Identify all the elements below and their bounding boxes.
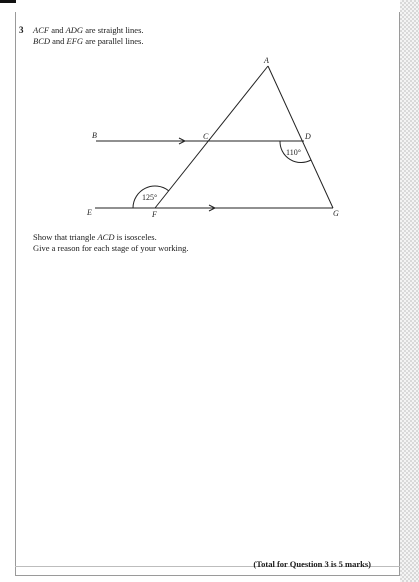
stem-line-1-part-a: ACF	[33, 25, 50, 35]
label-point-f: F	[152, 210, 157, 219]
label-point-b: B	[92, 131, 97, 140]
stem-line-2-part-b: and	[50, 36, 67, 46]
stem-line-1-part-d: are straight lines.	[83, 25, 144, 35]
task-line-2: Give a reason for each stage of your working.	[33, 243, 189, 253]
label-point-g: G	[333, 209, 339, 218]
task-line-1-part-c: is isosceles.	[114, 232, 157, 242]
label-point-e: E	[87, 208, 92, 217]
stem-line-1-part-c: ADG	[65, 25, 84, 35]
label-point-c: C	[203, 132, 209, 141]
total-marks: (Total for Question 3 is 5 marks)	[253, 559, 371, 569]
angle-label-f: 125°	[142, 193, 158, 202]
line-adg	[268, 66, 333, 208]
stem-line-1-part-b: and	[49, 25, 66, 35]
stem-line-2-part-c: EFG	[66, 36, 84, 46]
stem-line-2-part-a: BCD	[33, 36, 50, 46]
line-acf	[155, 66, 268, 208]
task-line-1-part-a: Show that triangle	[33, 232, 98, 242]
stem-line-2-part-d: are parallel lines.	[83, 36, 144, 46]
question-number: 3	[19, 25, 24, 35]
task-line-1-part-b: ACD	[97, 232, 115, 242]
task-line-1	[33, 232, 157, 242]
label-point-d: D	[305, 132, 311, 141]
label-point-a: A	[264, 56, 269, 65]
angle-label-d: 110°	[286, 148, 301, 157]
